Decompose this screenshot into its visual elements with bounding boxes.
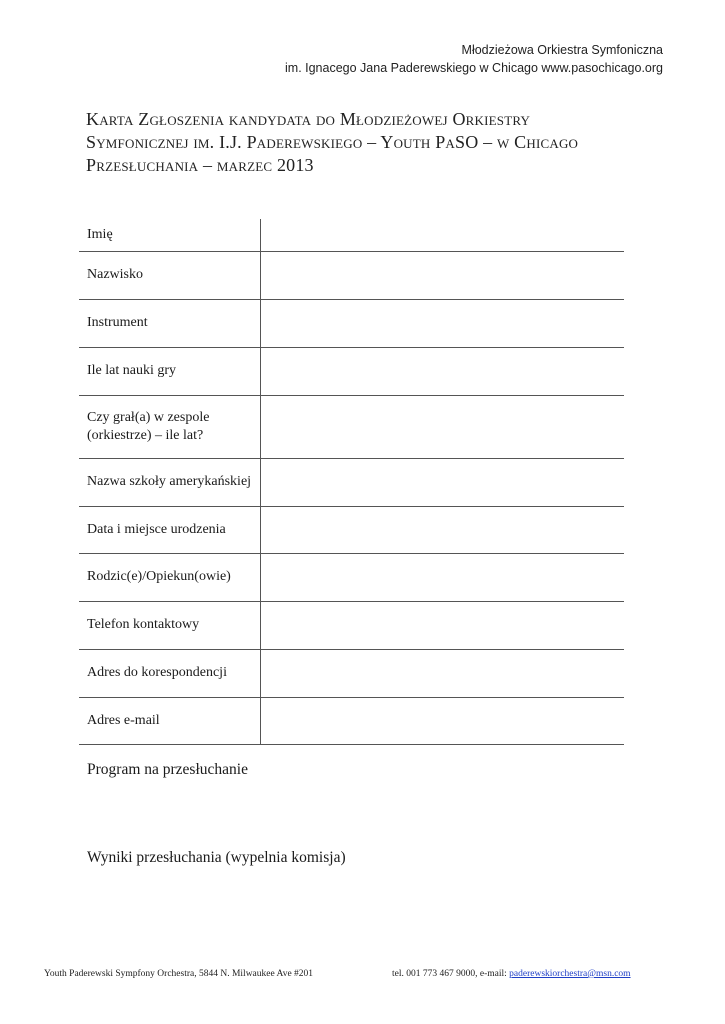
- header-org-address: im. Ignacego Jana Paderewskiego w Chicago www.pasochicago.org: [285, 61, 663, 75]
- form-label: Adres e-mail: [79, 697, 261, 744]
- audition-results-heading: Wyniki przesłuchania (wypelnia komisja): [87, 849, 346, 866]
- form-label: Czy grał(a) w zespole (orkiestrze) – ile lat?: [79, 395, 261, 458]
- form-value-cell[interactable]: [261, 347, 624, 395]
- title-line-2: Symfonicznej im. I.J. Paderewskiego – Youth PaSO – w Chicago: [86, 132, 579, 152]
- form-row-mailing-address: [79, 649, 624, 697]
- footer-contact: [392, 969, 631, 979]
- form-label: Instrument: [79, 299, 261, 347]
- form-value-cell[interactable]: [261, 601, 624, 649]
- form-label: Nazwa szkoły amerykańskiej: [79, 458, 261, 506]
- form-label: Imię: [79, 219, 261, 251]
- form-row-school-name: [79, 458, 624, 506]
- form-value-cell[interactable]: [261, 506, 624, 553]
- form-value-cell[interactable]: [261, 395, 624, 458]
- form-row-parents: [79, 553, 624, 601]
- title-line-3: Przesłuchania – marzec 2013: [86, 155, 314, 175]
- footer-phone: tel. 001 773 467 9000, e-mail:: [392, 969, 510, 979]
- page-header: [285, 41, 663, 77]
- form-label: Telefon kontaktowy: [79, 601, 261, 649]
- footer-email-link[interactable]: paderewskiorchestra@msn.com: [509, 969, 631, 979]
- application-form-table: [79, 219, 624, 745]
- form-value-cell[interactable]: [261, 553, 624, 601]
- title-line-1: Karta Zgłoszenia kandydata do Młodzieżowej Orkiestry: [86, 109, 531, 129]
- form-value-cell[interactable]: [261, 649, 624, 697]
- form-row-instrument: [79, 299, 624, 347]
- form-row-first-name: [79, 219, 624, 251]
- form-row-phone: [79, 601, 624, 649]
- form-label: Data i miejsce urodzenia: [79, 506, 261, 553]
- document-title: [86, 108, 646, 177]
- header-org-name: Młodzieżowa Orkiestra Symfoniczna: [461, 43, 663, 57]
- audition-program-heading: Program na przesłuchanie: [87, 761, 248, 778]
- form-value-cell[interactable]: [261, 299, 624, 347]
- form-label: Nazwisko: [79, 251, 261, 299]
- form-row-years-of-study: [79, 347, 624, 395]
- form-value-cell[interactable]: [261, 697, 624, 744]
- form-row-last-name: [79, 251, 624, 299]
- form-value-cell[interactable]: [261, 458, 624, 506]
- form-value-cell[interactable]: [261, 219, 624, 251]
- form-row-birth-date-place: [79, 506, 624, 553]
- form-label: Adres do korespondencji: [79, 649, 261, 697]
- form-label: Rodzic(e)/Opiekun(owie): [79, 553, 261, 601]
- form-value-cell[interactable]: [261, 251, 624, 299]
- form-row-email: [79, 697, 624, 744]
- footer-address: Youth Paderewski Sympfony Orchestra, 5844 N. Milwaukee Ave #201: [44, 969, 314, 979]
- form-row-ensemble-experience: [79, 395, 624, 458]
- form-label: Ile lat nauki gry: [79, 347, 261, 395]
